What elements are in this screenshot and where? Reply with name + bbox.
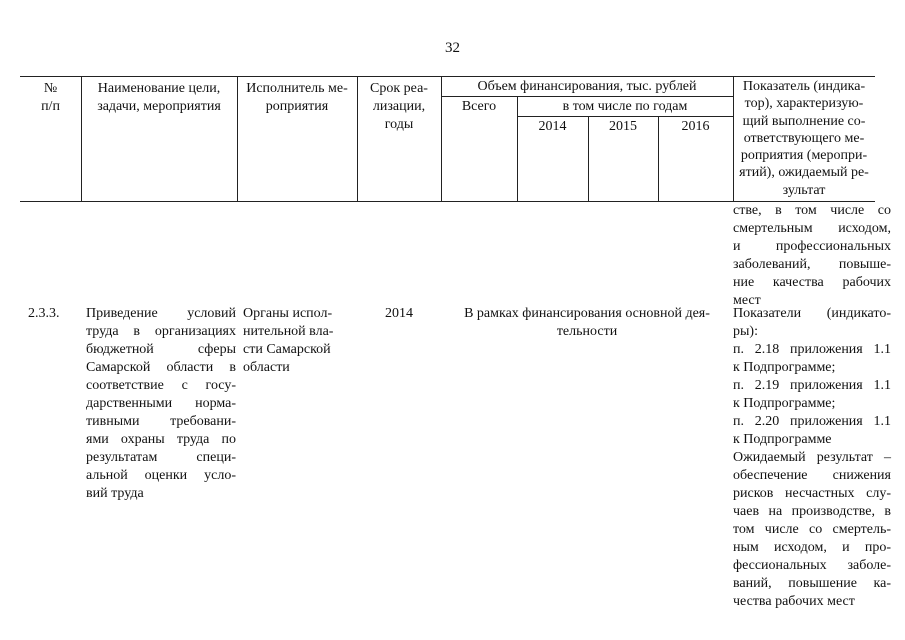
header-year-2015: 2015 (609, 119, 637, 134)
page-number: 32 (445, 40, 460, 56)
header-name: Наименование цели, задачи, мероприятия (97, 81, 221, 114)
header-term: Срок реа- лизации, годы (370, 81, 428, 132)
header-by-years: в том числе по годам (562, 99, 688, 114)
row-executor: Органы испол- нительной вла- сти Самарской области (243, 306, 334, 375)
header-indicator: Показатель (индика- тор), характеризую- щий выполнение со- ответствующего ме- роприятия (меропри- ятий), ожидаемый ре- зультат (739, 79, 869, 198)
header-executor: Исполнитель ме- роприятия (246, 81, 348, 114)
header-year-2016: 2016 (681, 119, 710, 134)
row-number: 2.3.3. (28, 306, 60, 321)
row-funding: В рамках финансирования основной дея- тельности (464, 306, 710, 339)
header-year-2014: 2014 (538, 119, 567, 134)
table-header (20, 76, 875, 202)
row-term: 2014 (385, 306, 413, 321)
header-number: № п/п (41, 81, 60, 114)
row-activity-name: Приведение условий труда в организациях бюджетной сферы Самарской области в соответствие с госу- дарственными норма- тивными требовани- ями охраны труда по результатам специ- альной оценки усло- вий труда (86, 306, 236, 501)
header-total: Всего (461, 99, 497, 114)
indicator-continuation: стве, в том числе со смертельным исходом, и профессиональных заболеваний, повыше- ние качества рабочих мест (733, 203, 891, 308)
header-divider (441, 96, 733, 97)
row-indicator: Показатели (индикато- ры): п. 2.18 приложения 1.1 к Подпрограмме; п. 2.19 приложения 1.1 к Подпрограмме; п. 2.20 приложения 1.1 к Подпрограмме Ожидаемый результат – обеспечение снижения рисков несчастных слу- чаев на производстве, в том числе со смертель- ным исходом, и про- фессиональных заболе- ваний, повышение ка- чества рабочих мест (733, 306, 891, 609)
header-funding: Объем финансирования, тыс. рублей (477, 79, 697, 94)
header-divider (517, 116, 733, 117)
